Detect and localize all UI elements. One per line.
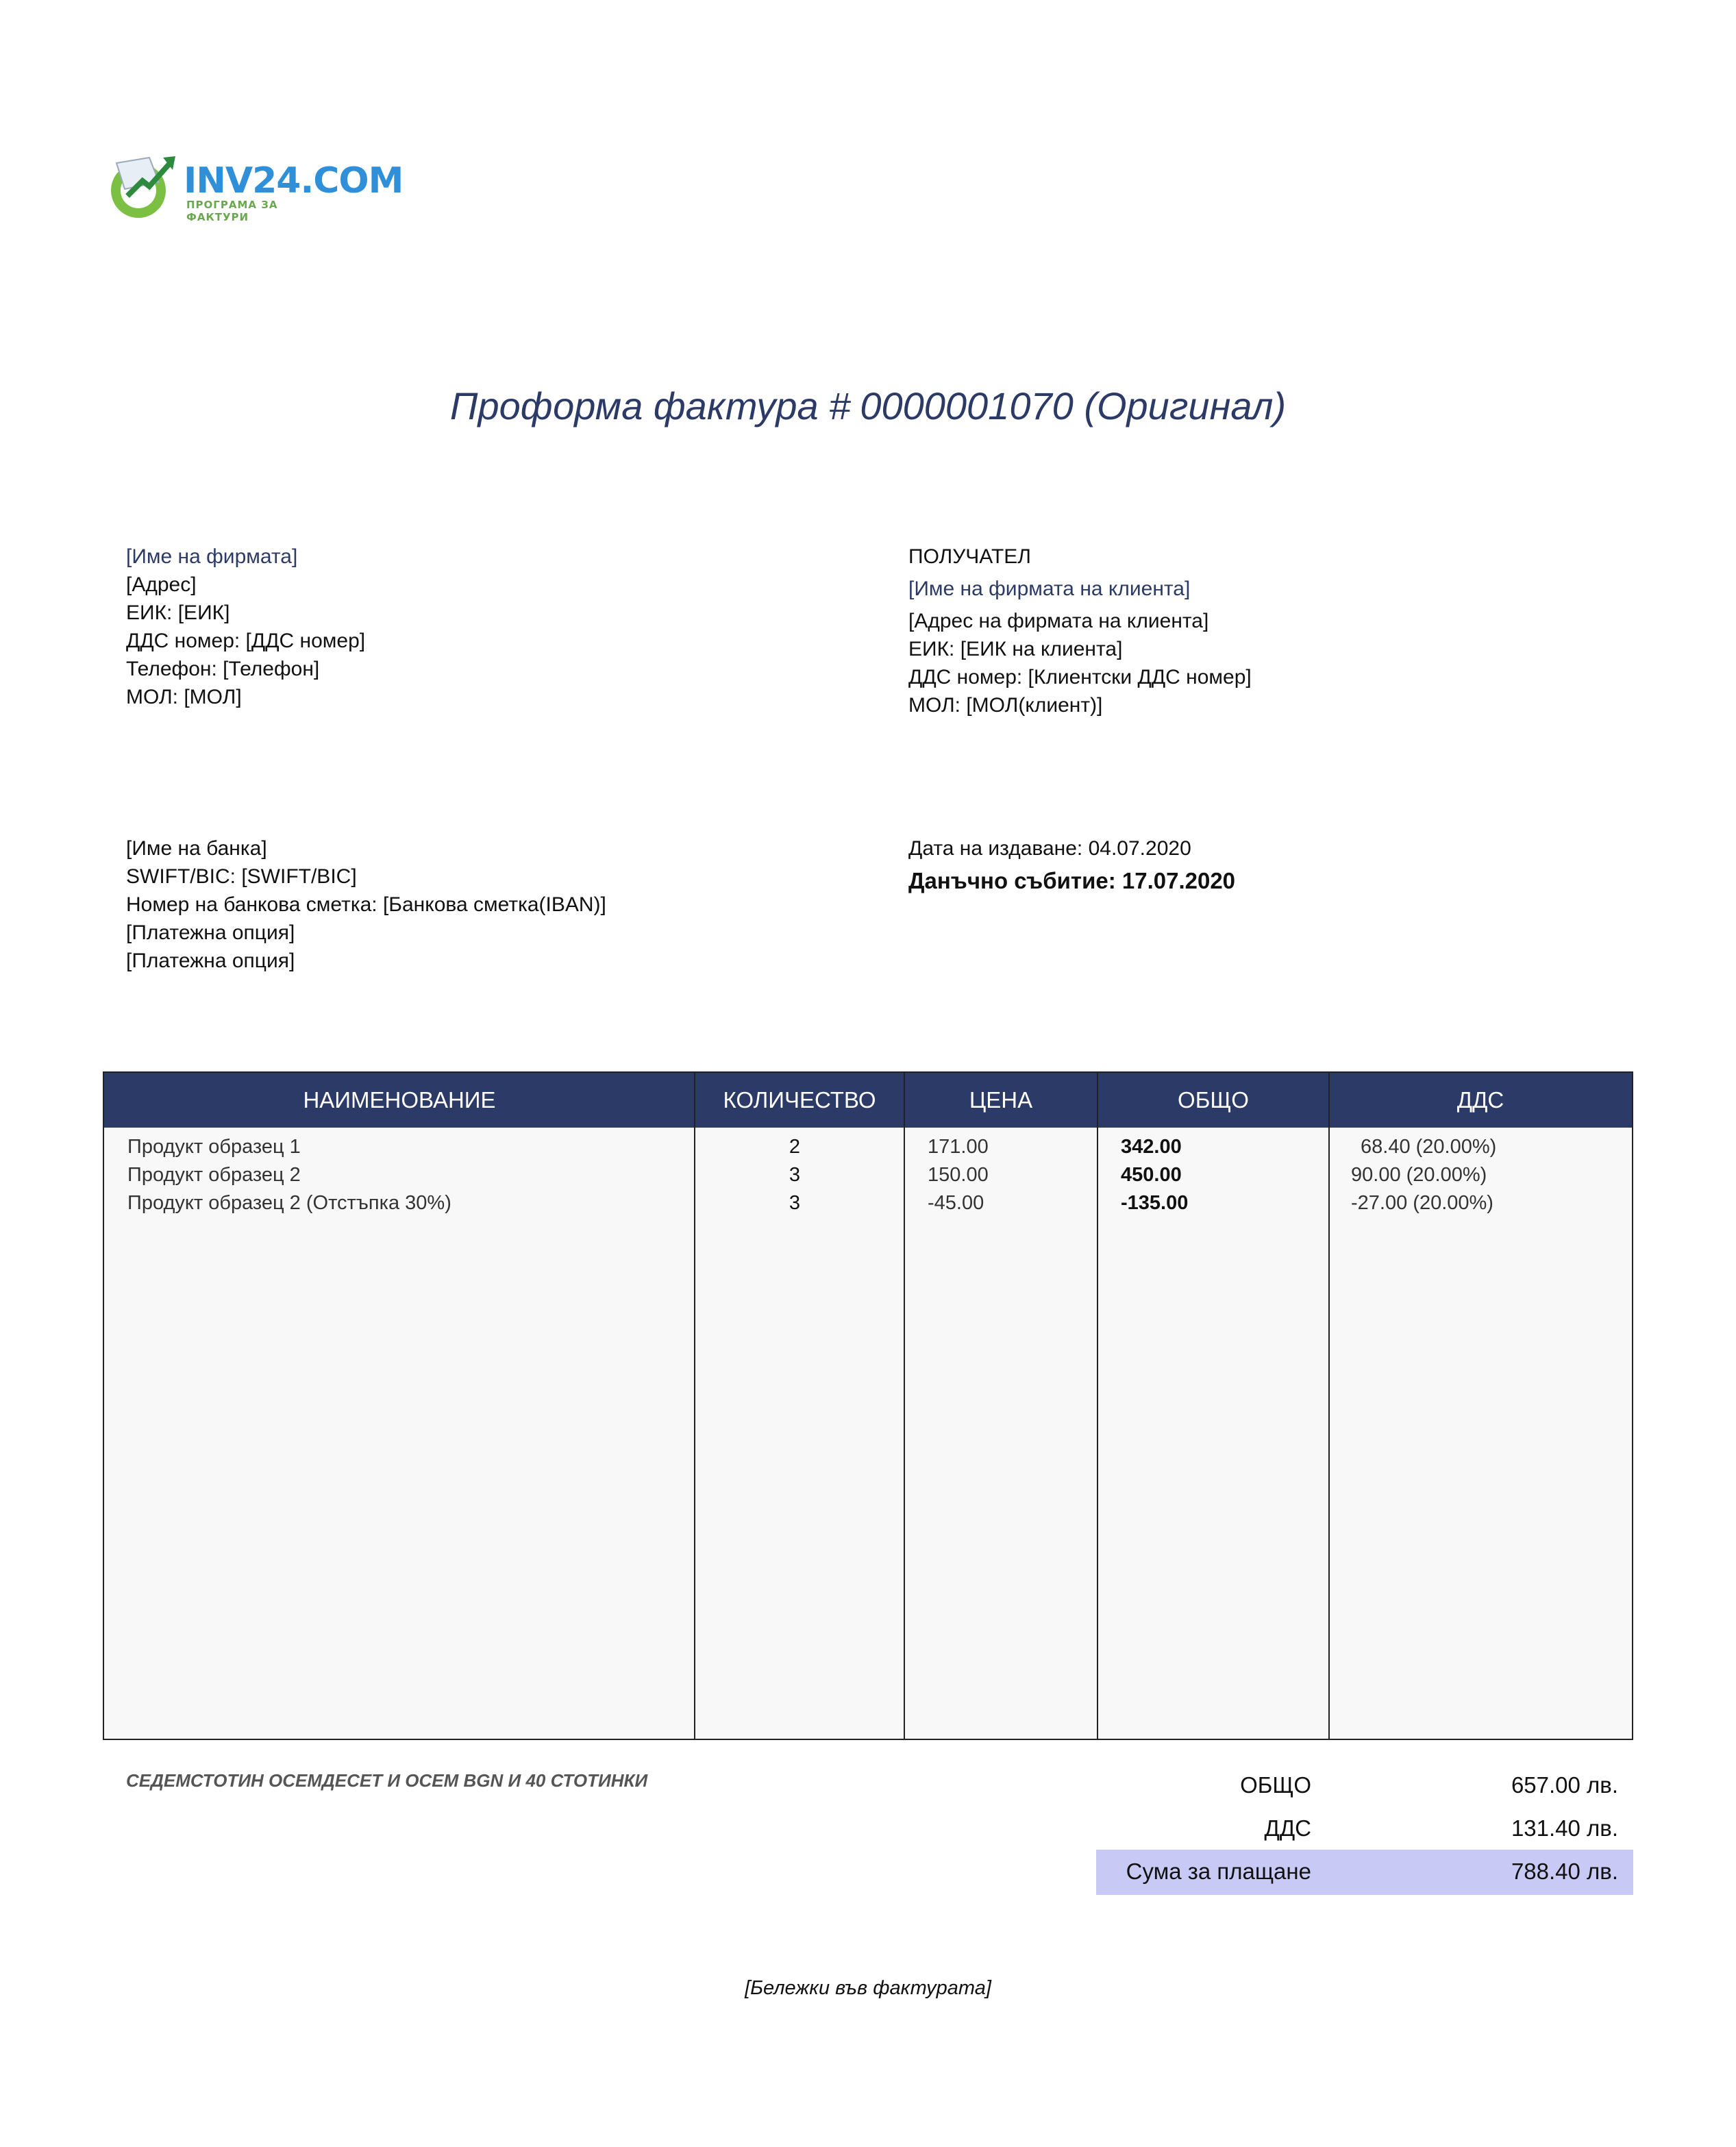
header-name: НАИМЕНОВАНИЕ: [303, 1087, 496, 1113]
buyer-vat: ДДС номер: [Клиентски ДДС номер]: [908, 666, 1252, 688]
subtotal-row: [1096, 1763, 1633, 1807]
seller-company: [Име на фирмата]: [126, 545, 298, 568]
seller-address: [Адрес]: [126, 573, 197, 596]
row-1-name: Продукт образец 1: [127, 1136, 301, 1158]
seller-vat: ДДС номер: [ДДС номер]: [126, 630, 366, 652]
seller-block: [126, 543, 365, 711]
vat-total-label: ДДС: [1264, 1815, 1311, 1841]
amount-in-words: СЕДЕМСТОТИН ОСЕМДЕСЕТ И ОСЕМ BGN И 40 СТОТИНКИ: [126, 1770, 648, 1791]
tax-event-date: Данъчно събитие: 17.07.2020: [908, 868, 1236, 893]
seller-eik: ЕИК: [ЕИК]: [126, 601, 230, 624]
row-2-name: Продукт образец 2: [127, 1164, 301, 1186]
row-2-vat: 90.00 (20.00%): [1351, 1164, 1487, 1186]
bank-account: Номер на банкова сметка: [Банкова сметка(IBAN)]: [126, 893, 606, 916]
amount-due-value: 788.40 лв.: [1511, 1859, 1618, 1884]
seller-mol: МОЛ: [МОЛ]: [126, 686, 242, 708]
buyer-address: [Адрес на фирмата на клиента]: [908, 610, 1209, 632]
row-2-total: 450.00: [1121, 1164, 1182, 1186]
invoice-number: 0000001070 (Оригинал): [860, 384, 1287, 427]
items-table: [103, 1071, 1633, 1740]
column-divider: [1328, 1073, 1330, 1739]
invoice-title-prefix: Проформа фактура #: [449, 384, 851, 427]
header-price: ЦЕНА: [969, 1087, 1033, 1113]
table-header: [104, 1073, 1632, 1128]
seller-phone: Телефон: [Телефон]: [126, 658, 320, 680]
row-1-total: 342.00: [1121, 1136, 1182, 1158]
buyer-block: [908, 543, 1252, 719]
subtotal-label: ОБЩО: [1240, 1772, 1311, 1798]
row-3-vat: -27.00 (20.00%): [1351, 1192, 1493, 1214]
amount-due-label: Сума за плащане: [1126, 1859, 1311, 1884]
payment-option-2: [Платежна опция]: [126, 950, 295, 972]
row-2-price: 150.00: [928, 1164, 989, 1186]
row-3-price: -45.00: [928, 1192, 984, 1214]
issue-date: Дата на издаване: 04.07.2020: [908, 837, 1191, 860]
buyer-mol: МОЛ: [МОЛ(клиент)]: [908, 694, 1103, 717]
logo-tagline: ПРОГРАМА ЗА ФАКТУРИ: [186, 199, 278, 223]
vat-total-row: [1096, 1807, 1633, 1850]
bank-swift: SWIFT/BIC: [SWIFT/BIC]: [126, 865, 357, 888]
row-1-price: 171.00: [928, 1136, 989, 1158]
row-3-qty: 3: [789, 1192, 801, 1214]
header-total: ОБЩО: [1178, 1087, 1249, 1113]
bank-block: [126, 834, 606, 975]
header-vat: ДДС: [1456, 1087, 1504, 1113]
column-divider: [1097, 1073, 1098, 1739]
subtotal-value: 657.00 лв.: [1511, 1772, 1618, 1798]
dates-block: [908, 834, 1235, 895]
header-qty: КОЛИЧЕСТВО: [723, 1087, 876, 1113]
row-2-qty: 3: [789, 1164, 801, 1186]
vat-total-value: 131.40 лв.: [1511, 1815, 1618, 1841]
payment-option-1: [Платежна опция]: [126, 921, 295, 944]
row-1-qty: 2: [789, 1136, 801, 1158]
row-3-name: Продукт образец 2 (Отстъпка 30%): [127, 1192, 451, 1214]
buyer-company: [Име на фирмата на клиента]: [908, 578, 1191, 600]
invoice-title: [0, 384, 1736, 428]
logo-wordmark: INV24.COM: [184, 160, 404, 201]
company-logo: [104, 148, 404, 223]
buyer-eik: ЕИК: [ЕИК на клиента]: [908, 638, 1123, 660]
buyer-heading: ПОЛУЧАТЕЛ: [908, 545, 1031, 568]
row-1-vat: 68.40 (20.00%): [1361, 1136, 1497, 1158]
row-3-total: -135.00: [1121, 1192, 1189, 1214]
logo-icon: [104, 148, 181, 223]
invoice-notes: [Бележки във фактурата]: [745, 1977, 991, 1999]
column-divider: [904, 1073, 905, 1739]
bank-name: [Име на банка]: [126, 837, 267, 860]
amount-due-row: [1096, 1850, 1633, 1895]
